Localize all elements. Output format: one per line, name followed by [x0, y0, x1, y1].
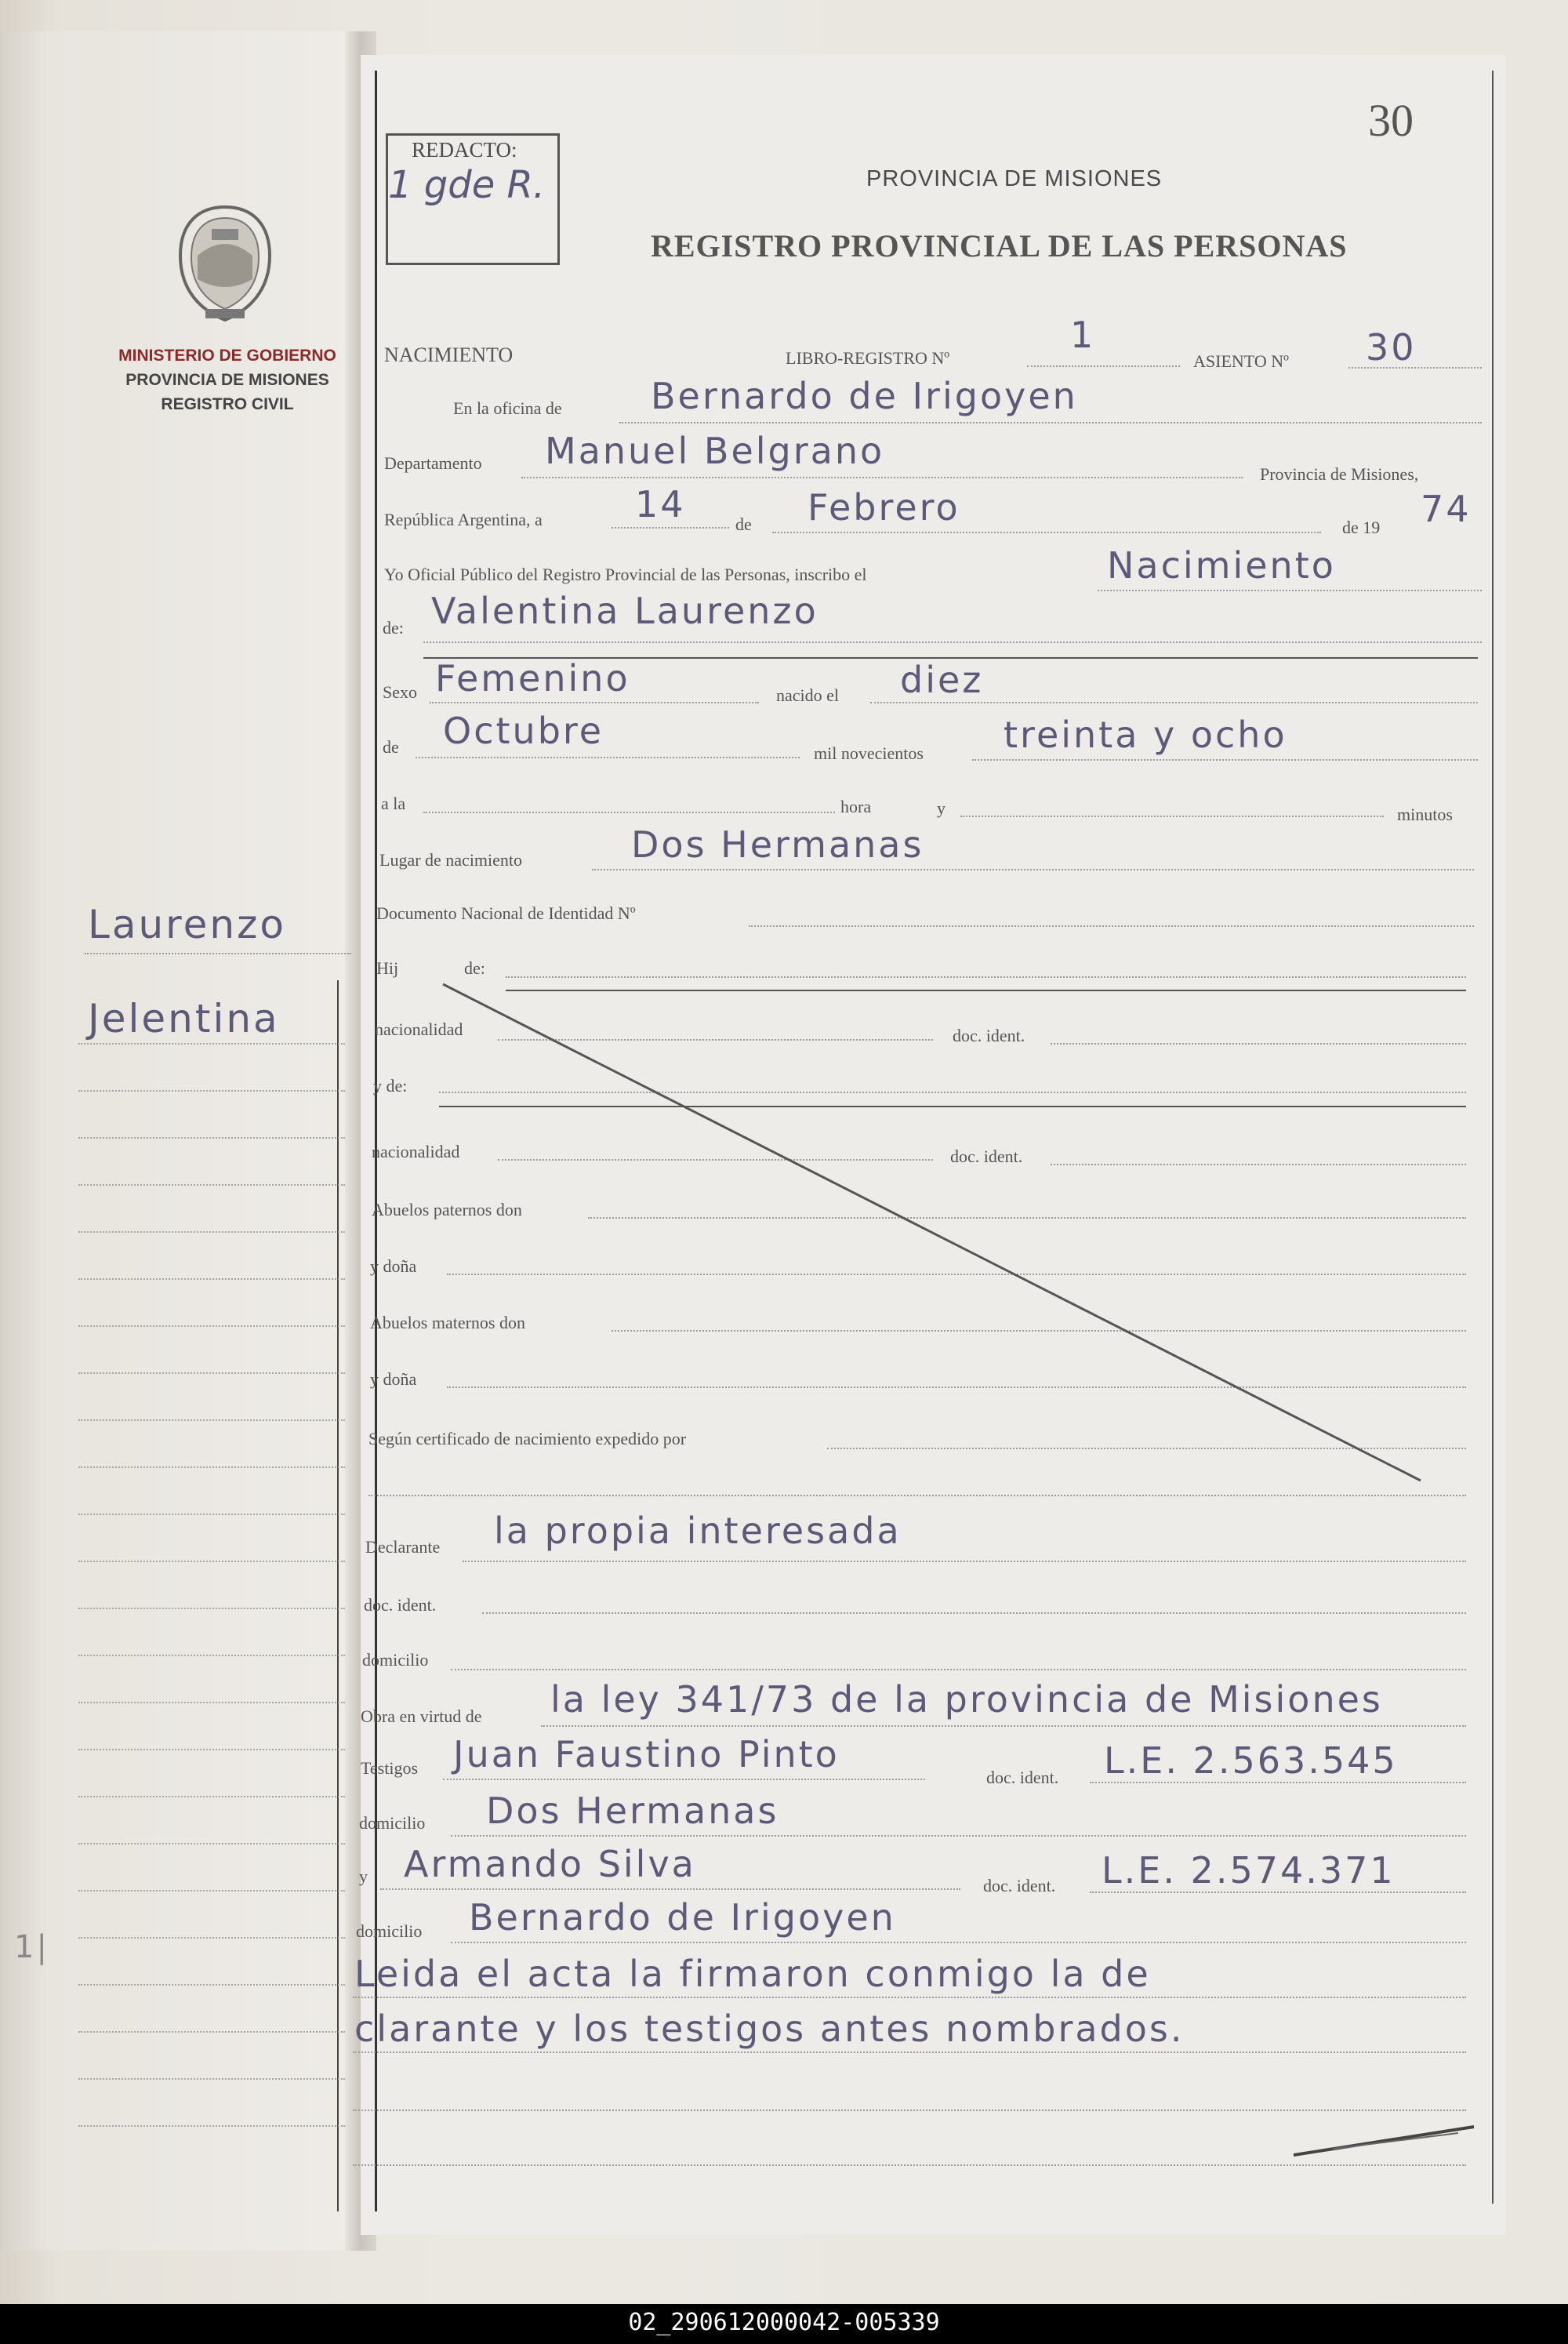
libro-label: LIBRO-REGISTRO Nº	[786, 348, 950, 368]
margin-surname: Laurenzo	[88, 902, 286, 947]
asiento-label: ASIENTO Nº	[1193, 351, 1289, 371]
minutos-label: minutos	[1397, 805, 1453, 824]
nombre-value: Valentina Laurenzo	[431, 590, 818, 632]
nacido-value: diez	[900, 659, 984, 701]
margin-mark: 1|	[14, 1929, 49, 1965]
y2-label: y	[359, 1866, 368, 1886]
provincia-label: PROVINCIA DE MISIONES	[125, 371, 329, 389]
departamento-value: Manuel Belgrano	[545, 430, 885, 472]
libro-value: 1	[1070, 314, 1096, 356]
testigo2-value: Armando Silva	[404, 1843, 696, 1885]
obra-value: la ley 341/73 de la provincia de Misiones	[550, 1678, 1383, 1721]
oficina-label: En la oficina de	[453, 398, 562, 418]
redacto-value: 1 gde R.	[388, 163, 546, 207]
ala-label: a la	[381, 794, 406, 813]
doc-ident3-label: doc. ident.	[364, 1595, 437, 1615]
asiento-value: 30	[1366, 326, 1417, 369]
republica-label: República Argentina, a	[384, 510, 543, 529]
domicilio2-value: Dos Hermanas	[486, 1790, 779, 1832]
abuelos-paternos-label: Abuelos paternos don	[372, 1200, 522, 1219]
anio-nac-value: treinta y ocho	[1004, 714, 1287, 756]
sexo-value: Femenino	[435, 657, 630, 700]
testigo1-doc: L.E. 2.563.545	[1104, 1739, 1398, 1782]
closing-line-1: Leida el acta la firmaron conmigo la de	[354, 1953, 1151, 1995]
ministerio-label: MINISTERIO DE GOBIERNO	[118, 347, 336, 365]
domicilio3-label: domicilio	[356, 1921, 423, 1941]
nacionalidad-label: nacionalidad	[375, 1019, 463, 1039]
dia-value: 14	[635, 483, 686, 525]
ydona2-label: y doña	[370, 1369, 417, 1389]
image-id-label: 02_290612000042-005339	[628, 2309, 940, 2336]
ydona1-label: y doña	[370, 1256, 417, 1276]
testigos-label: Testigos	[361, 1758, 419, 1778]
abuelos-maternos-label: Abuelos maternos don	[370, 1313, 525, 1332]
departamento-label: Departamento	[384, 453, 482, 473]
lugar-value: Dos Hermanas	[631, 823, 924, 866]
sexo-label: Sexo	[383, 682, 417, 702]
testigo2-doc: L.E. 2.574.371	[1102, 1849, 1396, 1892]
doc-ident-label: doc. ident.	[953, 1026, 1025, 1045]
de2-label: de:	[383, 618, 404, 638]
domicilio1-label: domicilio	[362, 1650, 429, 1670]
redacto-label: REDACTO:	[412, 138, 517, 162]
doc-ident4-label: doc. ident.	[986, 1768, 1059, 1787]
hij-de-label: de:	[464, 958, 485, 978]
oficial-value: Nacimiento	[1107, 544, 1336, 587]
nacionalidad2-label: nacionalidad	[372, 1142, 460, 1161]
doc-ident2-label: doc. ident.	[950, 1147, 1023, 1166]
lugar-label: Lugar de nacimiento	[379, 850, 523, 870]
registro-civil-label: REGISTRO CIVIL	[161, 395, 294, 413]
province-title: PROVINCIA DE MISIONES	[866, 166, 1163, 191]
documento-label: Documento Nacional de Identidad Nº	[376, 903, 636, 923]
mil-label: mil novecientos	[814, 743, 924, 763]
mes-value: Febrero	[808, 486, 960, 529]
obra-label: Obra en virtud de	[361, 1706, 482, 1726]
closing-line-2: clarante y los testigos antes nombrados.	[354, 2008, 1185, 2050]
anio-value: 74	[1421, 488, 1472, 530]
page-number: 30	[1368, 95, 1414, 146]
domicilio2-label: domicilio	[359, 1813, 426, 1833]
de3-label: de	[383, 737, 399, 757]
oficina-value: Bernardo de Irigoyen	[651, 375, 1078, 417]
hij-label: Hij	[376, 958, 399, 978]
hora-label: hora	[840, 797, 872, 816]
doc-ident5-label: doc. ident.	[983, 1876, 1056, 1895]
nacido-label: nacido el	[776, 685, 840, 705]
margin-name: Jelentina	[88, 996, 280, 1041]
registry-title: REGISTRO PROVINCIAL DE LAS PERSONAS	[651, 228, 1348, 263]
oficial-label: Yo Oficial Público del Registro Provincial de las Personas, inscribo el	[384, 565, 867, 584]
mes-nac-value: Octubre	[443, 710, 604, 752]
provincia-misiones-label: Provincia de Misiones,	[1260, 464, 1419, 484]
segun-label: Según certificado de nacimiento expedido por	[368, 1429, 687, 1448]
yde-label: y de:	[373, 1076, 408, 1096]
declarante-value: la propia interesada	[494, 1510, 902, 1552]
testigo1-value: Juan Faustino Pinto	[453, 1733, 840, 1775]
anio-label: de 19	[1342, 518, 1381, 537]
declarante-label: Declarante	[365, 1537, 441, 1557]
nacimiento-label: NACIMIENTO	[384, 343, 514, 366]
y-label: y	[937, 798, 946, 818]
domicilio3-value: Bernardo de Irigoyen	[469, 1896, 896, 1939]
de-label: de	[735, 514, 752, 534]
